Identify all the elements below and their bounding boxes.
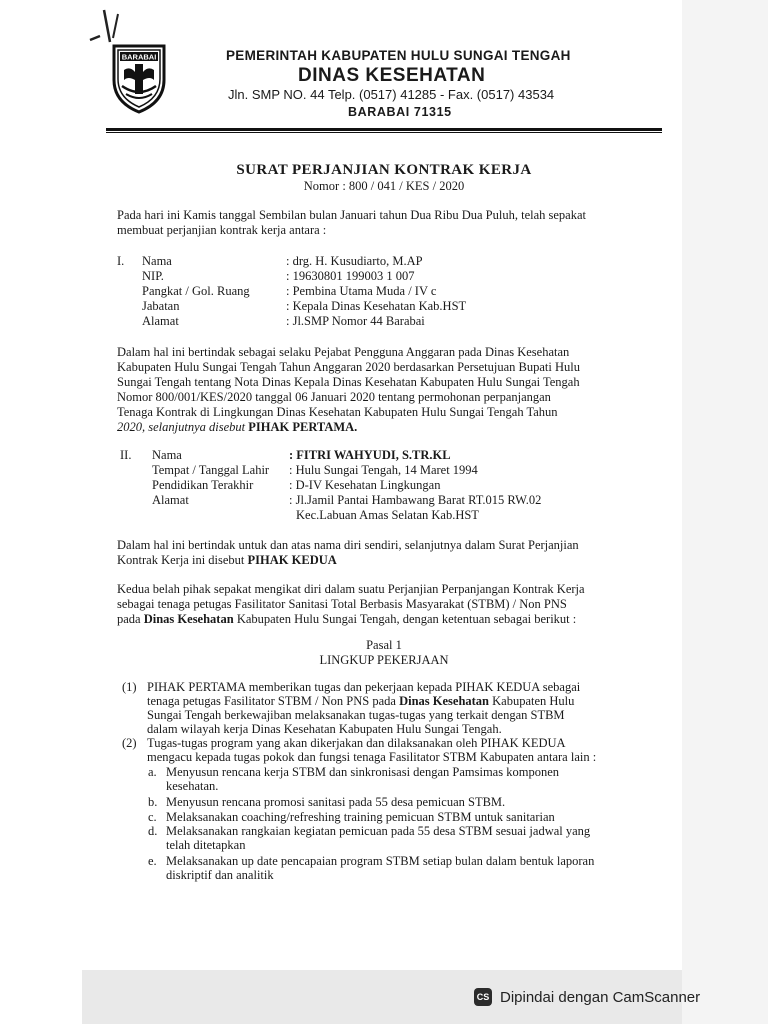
- sub-item-line: Menyusun rencana kerja STBM dan sinkronisasi dengan Pamsimas komponen: [166, 765, 559, 779]
- scan-margin-left: [0, 0, 82, 1024]
- sub-item-letter: a.: [148, 765, 157, 779]
- opening-line-1: Pada hari ini Kamis tanggal Sembilan bulan Januari tahun Dua Ribu Dua Puluh, telah sepakat: [117, 208, 586, 222]
- party-one-desc-last: [117, 420, 643, 434]
- pasal-item-2-line: Tugas-tugas program yang akan dikerjakan dan dilaksanakan oleh PIHAK KEDUA: [147, 736, 566, 750]
- party-one-name-label: Nama: [142, 254, 172, 268]
- pasal-item-1-line-2: [147, 694, 643, 708]
- pasal-item-2-number: (2): [122, 736, 137, 750]
- pasal-number: Pasal 1: [366, 638, 402, 652]
- party-two-name-value: : FITRI WAHYUDI, S.TR.KL: [289, 448, 451, 462]
- pasal-item-1-line: dalam wilayah kerja Dinas Kesehatan Kabupaten Hulu Sungai Tengah.: [147, 722, 502, 736]
- party-two-education-value: : D-IV Kesehatan Lingkungan: [289, 478, 441, 492]
- regency-emblem-logo: [108, 40, 170, 114]
- letterhead-rule-thick: [106, 128, 662, 131]
- scan-margin-right: [682, 0, 768, 1024]
- party-two-desc-last: [117, 553, 643, 567]
- party-two-birth-label: Tempat / Tanggal Lahir: [152, 463, 270, 477]
- document-number: Nomor : 800 / 041 / KES / 2020: [303, 179, 465, 193]
- party-one-desc-line: Sungai Tengah tentang Nota Dinas Kepala Dinas Kesehatan Kabupaten Hulu Sungai Tengah: [117, 375, 580, 389]
- pasal-item-1-line: PIHAK PERTAMA memberikan tugas dan pekerjaan kepada PIHAK KEDUA sebagai: [147, 680, 581, 694]
- party-one-position-label: Jabatan: [142, 299, 180, 313]
- party-one-desc-line: Kabupaten Hulu Sungai Tengah Tahun Anggaran 2020 berdasarkan Persetujuan Bupati Hulu: [117, 360, 580, 374]
- document-title: SURAT PERJANJIAN KONTRAK KERJA: [236, 162, 532, 178]
- sub-item-letter: d.: [148, 824, 158, 838]
- party-two-birth-value: : Hulu Sungai Tengah, 14 Maret 1994: [289, 463, 478, 477]
- sub-item-line: diskriptif dan analitik: [166, 868, 274, 882]
- sub-item-letter: b.: [148, 795, 158, 809]
- pasal-item-1-line-2-prefix: tenaga petugas Fasilitator STBM / Non PNS pada: [147, 694, 400, 708]
- agreement-line-3-suffix: Kabupaten Hulu Sungai Tengah, dengan ketentuan sebagai berikut :: [233, 612, 577, 626]
- department-city: BARABAI 71315: [348, 105, 452, 119]
- agreement-line-3-bold: Dinas Kesehatan: [143, 612, 234, 626]
- party-two-address-cont: Kec.Labuan Amas Selatan Kab.HST: [296, 508, 479, 522]
- camscanner-text: Dipindai dengan CamScanner: [500, 988, 701, 1006]
- pasal-item-1-line: Sungai Tengah berkewajiban melaksanakan tugas-tugas yang terkait dengan STBM: [147, 708, 565, 722]
- party-one-numeral: I.: [117, 254, 125, 268]
- camscanner-icon: CS: [474, 988, 492, 1006]
- party-one-designation: PIHAK PERTAMA.: [248, 420, 358, 434]
- pasal-item-1-line-2-bold: Dinas Kesehatan: [399, 694, 490, 708]
- pasal-item-2-line: mengacu kepada tugas pokok dan fungsi tenaga Fasilitator STBM Kabupaten antara lain :: [147, 750, 597, 764]
- party-two-address-label: Alamat: [152, 493, 189, 507]
- party-two-desc-line: Dalam hal ini bertindak untuk dan atas nama diri sendiri, selanjutnya dalam Surat Perjanjian: [117, 538, 579, 552]
- party-two-name-label: Nama: [152, 448, 182, 462]
- party-two-designation: PIHAK KEDUA: [247, 553, 337, 567]
- sub-item-line: Menyusun rencana promosi sanitasi pada 55 desa pemicuan STBM.: [166, 795, 506, 809]
- sub-item-letter: e.: [148, 854, 157, 868]
- party-one-nip-value: : 19630801 199003 1 007: [286, 269, 415, 283]
- party-one-address-value: : Jl.SMP Nomor 44 Barabai: [286, 314, 425, 328]
- sub-item-line: Melaksanakan rangkaian kegiatan pemicuan pada 55 desa STBM sesuai jadwal yang: [166, 824, 591, 838]
- sub-item-line: Melaksanakan up date pencapaian program STBM setiap bulan dalam bentuk laporan: [166, 854, 595, 868]
- pasal-heading: LINGKUP PEKERJAAN: [319, 653, 449, 667]
- sub-item-line: kesehatan.: [166, 779, 219, 793]
- department-name: DINAS KESEHATAN: [298, 65, 486, 86]
- party-two-numeral: II.: [120, 448, 132, 462]
- opening-line-2: membuat perjanjian kontrak kerja antara :: [117, 223, 327, 237]
- camscanner-watermark: [474, 982, 700, 1012]
- party-two-education-label: Pendidikan Terakhir: [152, 478, 254, 492]
- party-one-rank-label: Pangkat / Gol. Ruang: [142, 284, 250, 298]
- party-one-desc-line: Dalam hal ini bertindak sebagai selaku Pejabat Pengguna Anggaran pada Dinas Kesehatan: [117, 345, 570, 359]
- agreement-line-2: sebagai tenaga petugas Fasilitator Sanitasi Total Berbasis Masyarakat (STBM) / Non PNS: [117, 597, 567, 611]
- svg-text:BARABAI: BARABAI: [121, 52, 157, 62]
- agreement-line-1: Kedua belah pihak sepakat mengikat diri dalam suatu Perjanjian Perpanjangan Kontrak Kerja: [117, 582, 585, 596]
- sub-item-letter: c.: [148, 810, 157, 824]
- agreement-line-3-prefix: pada: [117, 612, 144, 626]
- department-address: Jln. SMP NO. 44 Telp. (0517) 41285 - Fax. (0517) 43534: [228, 87, 555, 102]
- pen-mark: [88, 8, 128, 48]
- government-name: PEMERINTAH KABUPATEN HULU SUNGAI TENGAH: [226, 48, 571, 63]
- pasal-item-1-line-2-suffix: Kabupaten Hulu: [489, 694, 575, 708]
- party-one-position-value: : Kepala Dinas Kesehatan Kab.HST: [286, 299, 467, 313]
- party-one-rank-value: : Pembina Utama Muda / IV c: [286, 284, 437, 298]
- party-one-nip-label: NIP.: [142, 269, 164, 283]
- party-one-name-value: : drg. H. Kusudiarto, M.AP: [286, 254, 423, 268]
- sub-item-line: telah ditetapkan: [166, 838, 246, 852]
- party-one-desc-line: Tenaga Kontrak di Lingkungan Dinas Kesehatan Kabupaten Hulu Sungai Tengah Tahun: [117, 405, 558, 419]
- party-two-address-value: : Jl.Jamil Pantai Hambawang Barat RT.015 RW.02: [289, 493, 542, 507]
- agreement-line-3: [117, 612, 643, 626]
- letterhead-rule-thin: [106, 132, 662, 133]
- party-one-desc-line: Nomor 800/001/KES/2020 tanggal 06 Januari 2020 tentang permohonan perpanjangan: [117, 390, 551, 404]
- party-one-address-label: Alamat: [142, 314, 179, 328]
- party-two-desc-text: Kontrak Kerja ini disebut: [117, 553, 248, 567]
- pasal-item-1-number: (1): [122, 680, 137, 694]
- party-one-desc-last-text: 2020, selanjutnya disebut: [117, 420, 249, 434]
- sub-item-line: Melaksanakan coaching/refreshing training pemicuan STBM untuk sanitarian: [166, 810, 555, 824]
